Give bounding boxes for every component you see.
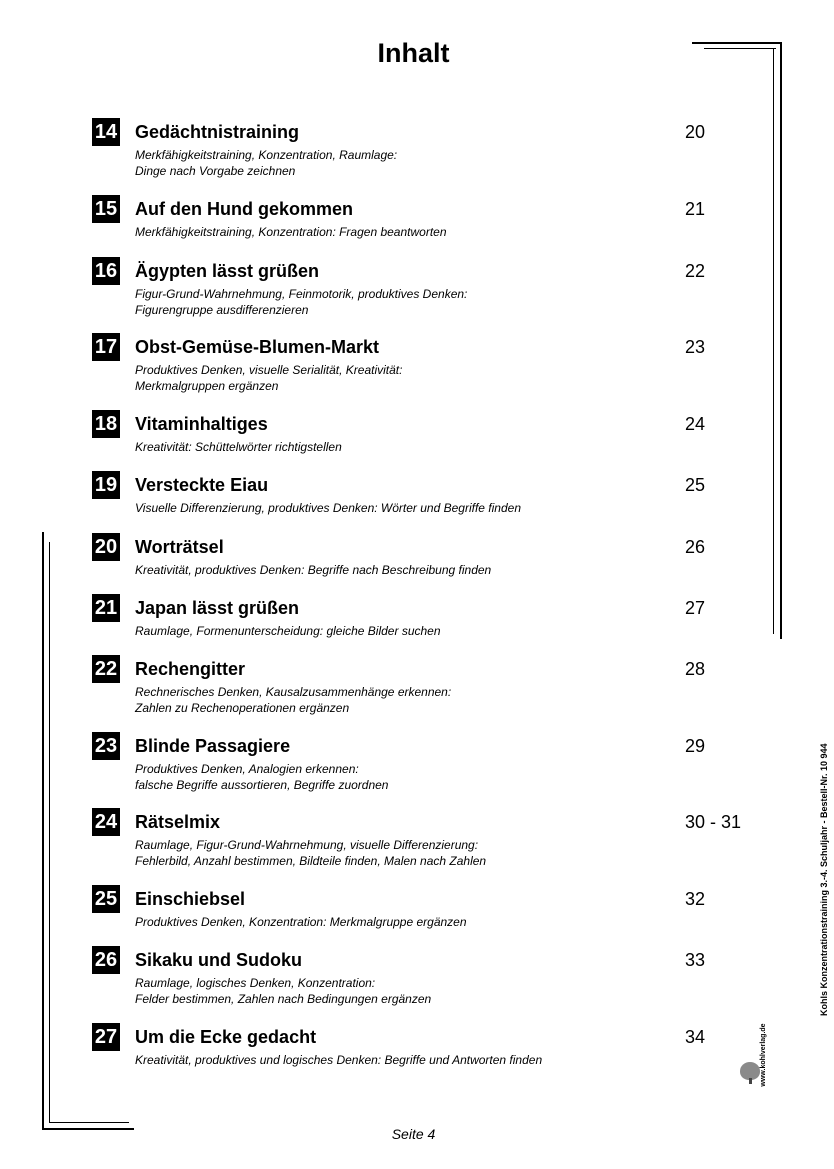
chapter-title: Sikaku und Sudoku (135, 950, 303, 970)
chapter-page-number: 23 (685, 337, 706, 357)
tree-logo-icon (740, 1062, 760, 1080)
chapter-title: Worträtsel (135, 537, 224, 557)
chapter-description-line: Dinge nach Vorgabe zeichnen (135, 164, 296, 178)
chapter-number-badge: 16 (92, 257, 120, 285)
chapter-description-line: Merkfähigkeitstraining, Konzentration: Fragen beantworten (135, 225, 447, 239)
chapter-page-number: 21 (685, 199, 706, 219)
chapter-description-line: Merkmalgruppen ergänzen (135, 379, 279, 393)
chapter-description-line: Produktives Denken, visuelle Serialität, Kreativität: (135, 363, 403, 377)
chapter-description (135, 439, 342, 455)
chapter-description (135, 761, 388, 793)
chapter-title: Rätselmix (135, 812, 221, 832)
chapter-page-number: 28 (685, 659, 706, 679)
chapter-number-badge: 19 (92, 471, 120, 499)
publisher-url: www.kohlverlag.de (760, 1023, 767, 1087)
chapter-number-badge: 24 (92, 808, 120, 836)
chapter-description-line: Zahlen zu Rechenoperationen ergänzen (135, 701, 350, 715)
chapter-number-badge: 21 (92, 594, 120, 622)
chapter-description-line: Visuelle Differenzierung, produktives Denken: Wörter und Begriffe finden (135, 501, 521, 515)
chapter-description-line: Raumlage, Formenunterscheidung: gleiche Bilder suchen (135, 624, 441, 638)
chapter-description (135, 1052, 542, 1068)
chapter-page-number: 25 (685, 475, 706, 495)
page-number-footer: Seite 4 (391, 1126, 436, 1142)
chapter-description (135, 147, 397, 179)
chapter-description (135, 500, 521, 516)
chapter-description-line: Fehlerbild, Anzahl bestimmen, Bildteile finden, Malen nach Zahlen (135, 854, 487, 868)
chapter-description-line: Merkfähigkeitstraining, Konzentration, Raumlage: (135, 148, 398, 162)
chapter-title: Einschiebsel (135, 889, 246, 909)
chapter-description-line: Felder bestimmen, Zahlen nach Bedingungen ergänzen (135, 992, 432, 1006)
chapter-description-line: falsche Begriffe aussortieren, Begriffe zuordnen (135, 778, 389, 792)
chapter-description (135, 914, 467, 930)
chapter-title: Ägypten lässt grüßen (135, 261, 320, 281)
chapter-title: Versteckte Eiau (135, 475, 269, 495)
side-publication-info: Kohls Konzentrationstraining 3.-4. Schuljahr - Bestell-Nr. 10 944 (819, 743, 829, 1016)
chapter-description-line: Kreativität: Schüttelwörter richtigstellen (135, 440, 342, 454)
chapter-title: Auf den Hund gekommen (135, 199, 354, 219)
page-title: Inhalt (377, 38, 450, 68)
chapter-description (135, 837, 486, 869)
chapter-number-badge: 17 (92, 333, 120, 361)
chapter-description-line: Produktives Denken, Analogien erkennen: (135, 762, 359, 776)
chapter-page-number: 22 (685, 261, 706, 281)
chapter-page-number: 32 (685, 889, 706, 909)
chapter-description-line: Figurengruppe ausdifferenzieren (135, 303, 309, 317)
chapter-number-badge: 18 (92, 410, 120, 438)
chapter-title: Obst-Gemüse-Blumen-Markt (135, 337, 380, 357)
chapter-description (135, 286, 467, 318)
decorative-frame-top-right (692, 42, 782, 639)
chapter-description (135, 562, 491, 578)
chapter-title: Blinde Passagiere (135, 736, 291, 756)
chapter-description (135, 684, 451, 716)
chapter-title: Japan lässt grüßen (135, 598, 300, 618)
chapter-description (135, 623, 441, 639)
chapter-description-line: Raumlage, logisches Denken, Konzentration: (135, 976, 376, 990)
chapter-title: Vitaminhaltiges (135, 414, 268, 434)
chapter-description-line: Raumlage, Figur-Grund-Wahrnehmung, visuelle Differenzierung: (135, 838, 479, 852)
chapter-number-badge: 14 (92, 118, 120, 146)
chapter-title: Rechengitter (135, 659, 246, 679)
chapter-number-badge: 20 (92, 533, 120, 561)
chapter-title: Gedächtnistraining (135, 122, 300, 142)
chapter-page-number: 33 (685, 950, 706, 970)
chapter-page-number: 29 (685, 736, 706, 756)
chapter-description (135, 975, 431, 1007)
chapter-number-badge: 23 (92, 732, 120, 760)
chapter-description-line: Kreativität, produktives und logisches Denken: Begriffe und Antworten finden (135, 1053, 543, 1067)
chapter-number-badge: 22 (92, 655, 120, 683)
chapter-description-line: Kreativität, produktives Denken: Begriffe nach Beschreibung finden (135, 563, 492, 577)
chapter-page-number: 24 (685, 414, 706, 434)
chapter-page-number: 34 (685, 1027, 706, 1047)
chapter-page-number: 27 (685, 598, 706, 618)
chapter-number-badge: 27 (92, 1023, 120, 1051)
chapter-description-line: Figur-Grund-Wahrnehmung, Feinmotorik, produktives Denken: (135, 287, 468, 301)
chapter-number-badge: 25 (92, 885, 120, 913)
chapter-description (135, 362, 402, 394)
chapter-description-line: Rechnerisches Denken, Kausalzusammenhänge erkennen: (135, 685, 452, 699)
chapter-page-number: 30 - 31 (685, 812, 742, 832)
chapter-title: Um die Ecke gedacht (135, 1027, 317, 1047)
chapter-page-number: 26 (685, 537, 706, 557)
chapter-description (135, 224, 447, 240)
chapter-description-line: Produktives Denken, Konzentration: Merkmalgruppe ergänzen (135, 915, 467, 929)
decorative-frame-bottom-left (42, 532, 134, 1130)
chapter-number-badge: 26 (92, 946, 120, 974)
chapter-number-badge: 15 (92, 195, 120, 223)
chapter-page-number: 20 (685, 122, 706, 142)
